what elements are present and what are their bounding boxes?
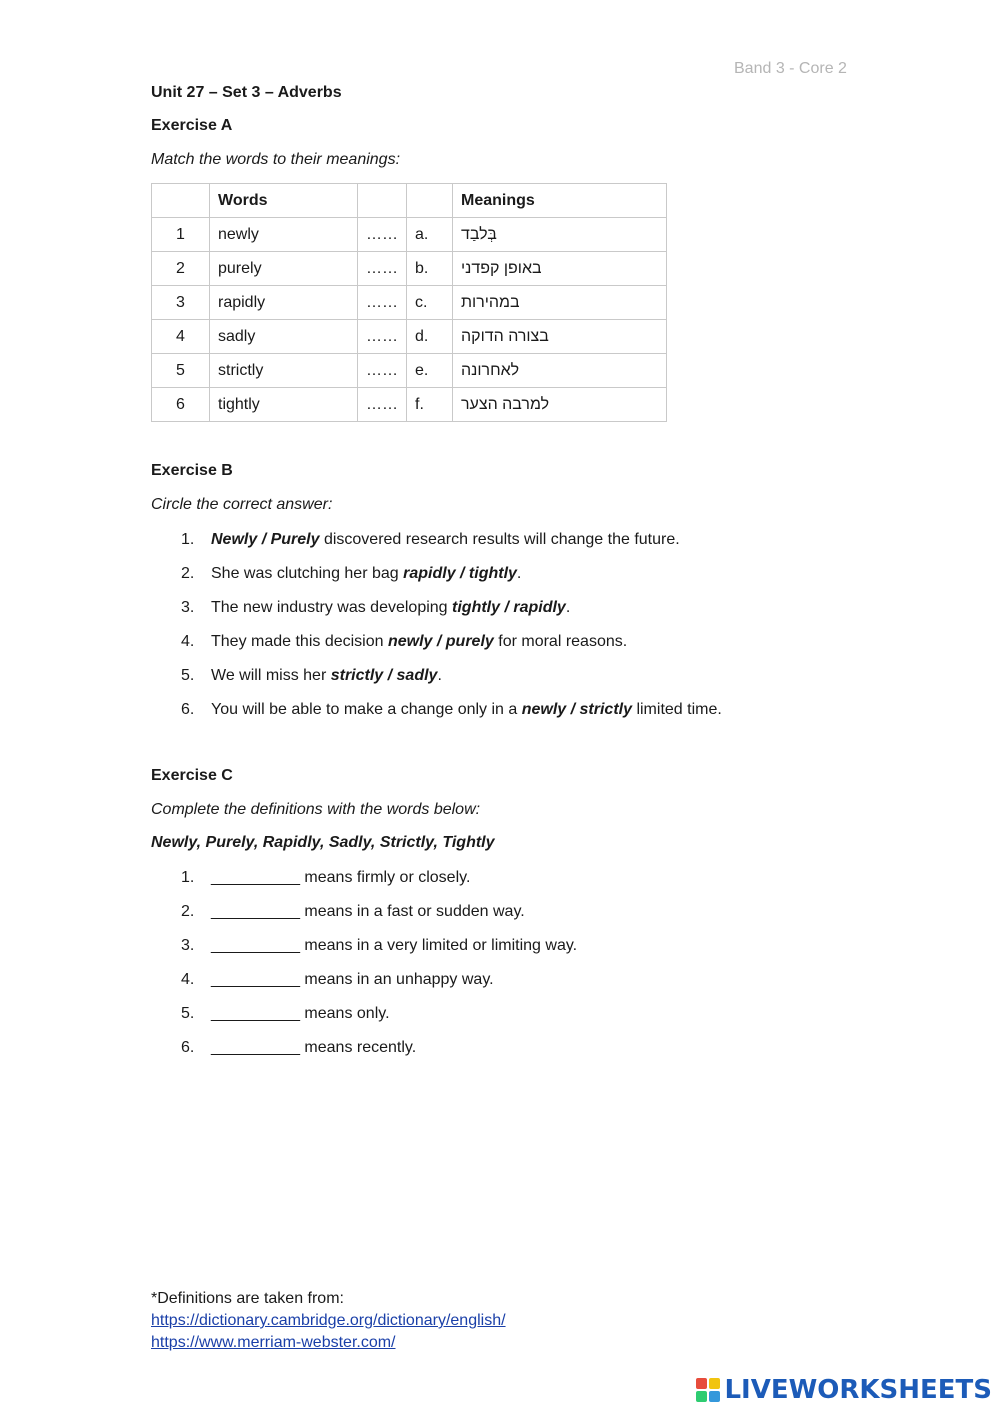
row-number: 1: [152, 218, 210, 252]
table-row: [152, 286, 667, 320]
item-number: 2.: [181, 903, 195, 920]
sentence-start: We will miss her: [211, 667, 331, 684]
table-row: [152, 218, 667, 252]
table-row: [152, 252, 667, 286]
word-cell: strictly: [210, 354, 358, 388]
list-item: [151, 1003, 577, 1037]
row-number: 5: [152, 354, 210, 388]
answer-choice[interactable]: tightly / rapidly: [452, 599, 566, 616]
item-number: 1.: [181, 869, 195, 886]
meaning-text: במהירות: [461, 293, 520, 311]
list-item: [151, 1037, 577, 1071]
sentence-end: limited time.: [632, 701, 722, 718]
meaning-letter: e.: [407, 354, 453, 388]
sentence-start: They made this decision: [211, 633, 388, 650]
answer-slot[interactable]: ……: [358, 252, 407, 286]
table-row: [152, 354, 667, 388]
list-item: [151, 631, 722, 665]
definition-text: means in an unhappy way.: [299, 971, 494, 988]
exercise-c-title: Exercise C: [151, 767, 233, 784]
meaning-cell: [453, 252, 667, 286]
blank-field[interactable]: __________: [211, 1005, 300, 1022]
meaning-cell: [453, 388, 667, 422]
meaning-letter: a.: [407, 218, 453, 252]
answer-slot[interactable]: ……: [358, 218, 407, 252]
merriam-webster-link[interactable]: https://www.merriam-webster.com/: [151, 1334, 396, 1351]
meaning-cell: [453, 286, 667, 320]
logo-text: LIVEWORKSHEETS: [724, 1375, 992, 1405]
exercise-c-list: [151, 867, 577, 1071]
liveworksheets-logo: [696, 1375, 992, 1405]
page-title: Unit 27 – Set 3 – Adverbs: [151, 84, 342, 101]
item-number: 3.: [181, 599, 195, 616]
blank-field[interactable]: __________: [211, 971, 300, 988]
exercise-b-list: [151, 529, 722, 733]
list-item: [151, 665, 722, 699]
meaning-letter: f.: [407, 388, 453, 422]
sentence-end: for moral reasons.: [493, 633, 628, 650]
answer-choice[interactable]: newly / strictly: [521, 701, 632, 718]
answer-choice[interactable]: newly / purely: [387, 633, 494, 650]
exercise-b-instruction: Circle the correct answer:: [151, 496, 333, 513]
item-number: 6.: [181, 1039, 195, 1056]
blank-field[interactable]: __________: [211, 1039, 300, 1056]
sentence-end: .: [565, 599, 571, 616]
answer-choice[interactable]: rapidly / tightly: [403, 565, 517, 582]
band-label: Band 3 - Core 2: [734, 60, 847, 77]
meaning-letter: b.: [407, 252, 453, 286]
meaning-letter: c.: [407, 286, 453, 320]
sources-note: *Definitions are taken from:: [151, 1290, 344, 1307]
list-item: [151, 867, 577, 901]
table-header-row: [152, 184, 667, 218]
item-number: 5.: [181, 1005, 195, 1022]
exercise-c-instruction: Complete the definitions with the words below:: [151, 801, 481, 818]
definition-text: means only.: [299, 1005, 390, 1022]
answer-slot[interactable]: ……: [358, 388, 407, 422]
exercise-b-title: Exercise B: [151, 462, 233, 479]
row-number: 2: [152, 252, 210, 286]
item-number: 5.: [181, 667, 195, 684]
item-number: 1.: [181, 531, 195, 548]
list-item: [151, 935, 577, 969]
meaning-cell: [453, 354, 667, 388]
meaning-text: למרבה הצער: [461, 395, 550, 413]
meaning-text: בצורה הדוקה: [461, 327, 549, 345]
word-bank: Newly, Purely, Rapidly, Sadly, Strictly, Tightly: [151, 834, 495, 851]
word-cell: sadly: [210, 320, 358, 354]
table-row: [152, 320, 667, 354]
word-cell: purely: [210, 252, 358, 286]
words-header: Words: [210, 184, 358, 218]
list-item: [151, 901, 577, 935]
row-number: 6: [152, 388, 210, 422]
footer-sources: [151, 1288, 506, 1354]
meaning-letter: d.: [407, 320, 453, 354]
row-number: 3: [152, 286, 210, 320]
definition-text: means firmly or closely.: [299, 869, 471, 886]
definition-text: means in a very limited or limiting way.: [299, 937, 578, 954]
word-cell: tightly: [210, 388, 358, 422]
meanings-header: Meanings: [453, 184, 667, 218]
exercise-a-title: Exercise A: [151, 117, 233, 134]
blank-field[interactable]: __________: [211, 869, 300, 886]
sentence-end: discovered research results will change the future.: [319, 531, 680, 548]
definition-text: means recently.: [299, 1039, 417, 1056]
item-number: 3.: [181, 937, 195, 954]
logo-grid-icon: [696, 1378, 720, 1402]
answer-slot[interactable]: ……: [358, 354, 407, 388]
meaning-text: בְּלבַד: [461, 225, 497, 243]
sentence-end: .: [516, 565, 522, 582]
item-number: 2.: [181, 565, 195, 582]
list-item: [151, 597, 722, 631]
table-row: [152, 388, 667, 422]
word-cell: newly: [210, 218, 358, 252]
meaning-cell: [453, 218, 667, 252]
sentence-start: The new industry was developing: [211, 599, 453, 616]
list-item: [151, 699, 722, 733]
cambridge-link[interactable]: https://dictionary.cambridge.org/dictionary/english/: [151, 1312, 506, 1329]
word-cell: rapidly: [210, 286, 358, 320]
blank-field[interactable]: __________: [211, 937, 300, 954]
item-number: 4.: [181, 971, 195, 988]
item-number: 6.: [181, 701, 195, 718]
answer-slot[interactable]: ……: [358, 320, 407, 354]
blank-field[interactable]: __________: [211, 903, 300, 920]
sentence-start: You will be able to make a change only in a: [211, 701, 522, 718]
answer-slot[interactable]: ……: [358, 286, 407, 320]
meaning-text: באופן קפדני: [461, 259, 542, 277]
answer-choice[interactable]: strictly / sadly: [330, 667, 438, 684]
matching-table: [151, 183, 667, 422]
row-number: 4: [152, 320, 210, 354]
sentence-end: .: [437, 667, 442, 684]
meaning-cell: [453, 320, 667, 354]
sentence-start: She was clutching her bag: [211, 565, 404, 582]
list-item: [151, 529, 722, 563]
exercise-a-instruction: Match the words to their meanings:: [151, 151, 401, 168]
answer-choice[interactable]: Newly / Purely: [211, 531, 320, 548]
definition-text: means in a fast or sudden way.: [299, 903, 525, 920]
item-number: 4.: [181, 633, 195, 650]
meaning-text: לאחרונה: [461, 361, 520, 379]
list-item: [151, 969, 577, 1003]
list-item: [151, 563, 722, 597]
